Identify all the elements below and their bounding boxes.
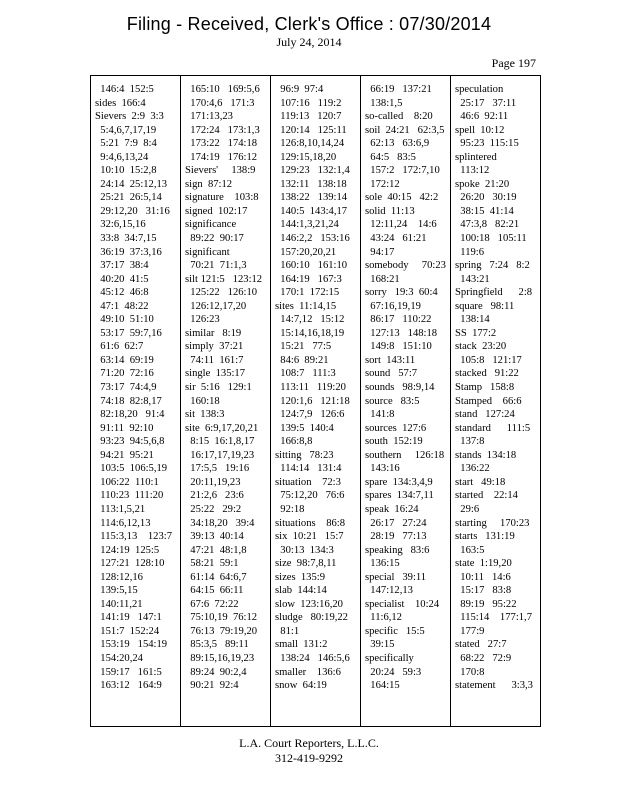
index-entry: sludge 80:19,22: [275, 612, 348, 624]
index-entry: sign 87:12: [185, 178, 233, 190]
index-entry: 8:15 16:1,8,17: [185, 436, 255, 448]
index-entry: 124:7,9 126:6: [275, 409, 345, 421]
index-entry: source 83:5: [365, 395, 420, 407]
index-entry: 170:8: [455, 666, 485, 678]
index-entry: 143:21: [455, 273, 490, 285]
index-entry: 74:18 82:8,17: [95, 395, 162, 407]
index-entry: 94:21 95:21: [95, 449, 154, 461]
index-entry: 26:17 27:24: [365, 517, 427, 529]
index-entry: 49:10 51:10: [95, 314, 154, 326]
index-entry: SS 177:2: [455, 327, 497, 339]
index-entry: 119:13 120:7: [275, 111, 342, 123]
index-entry: 163:12 164:9: [95, 680, 162, 692]
index-entry: 64:5 83:5: [365, 151, 416, 163]
index-entry: spring 7:24 8:2: [455, 260, 530, 272]
index-entry: 36:19 37:3,16: [95, 246, 162, 258]
index-entry: 81:1: [275, 625, 300, 637]
index-entry: stand 127:24: [455, 409, 515, 421]
index-entry: 85:3,5 89:11: [185, 639, 249, 651]
index-entry: site 6:9,17,20,21: [185, 422, 259, 434]
index-entry: 62:13 63:6,9: [365, 138, 430, 150]
index-entry: 58:21 59:1: [185, 558, 239, 570]
index-entry: 5:4,6,7,17,19: [95, 124, 157, 136]
index-entry: 34:18,20 39:4: [185, 517, 255, 529]
index-entry: 129:23 132:1,4: [275, 165, 350, 177]
index-entry: 125:22 126:10: [185, 287, 258, 299]
index-entry: 45:12 46:8: [95, 287, 149, 299]
index-entry: 105:8 121:17: [455, 354, 522, 366]
index-entry: 138:1,5: [365, 97, 403, 109]
index-entry: 119:6: [455, 246, 485, 258]
index-entry: 29:12,20 31:16: [95, 205, 170, 217]
index-entry: signed 102:17: [185, 205, 248, 217]
index-entry: speak 16:24: [365, 503, 419, 515]
index-entry: 126:8,10,14,24: [275, 138, 345, 150]
index-entry: 67:6 72:22: [185, 598, 239, 610]
index-entry: slab 144:14: [275, 585, 327, 597]
index-entry: sitting 78:23: [275, 449, 334, 461]
index-entry: starts 131:19: [455, 531, 515, 543]
index-entry: 114:14 131:4: [275, 463, 342, 475]
index-entry: stacked 91:22: [455, 368, 519, 380]
index-entry: southern 126:18: [365, 449, 445, 461]
index-entry: 110:23 111:20: [95, 490, 164, 502]
hearing-date: July 24, 2014: [276, 35, 342, 49]
index-entry: sort 143:11: [365, 354, 416, 366]
index-entry: 139:5 140:4: [275, 422, 334, 434]
index-entry: specialist 10:24: [365, 598, 440, 610]
index-entry: situation 72:3: [275, 476, 341, 488]
index-entry: situations 86:8: [275, 517, 346, 529]
index-entry: 120:14 125:11: [275, 124, 347, 136]
reporter-footer: [0, 736, 618, 766]
index-entry: 137:8: [455, 436, 485, 448]
index-entry: 95:23 115:15: [455, 138, 519, 150]
index-entry: Stamp 158:8: [455, 382, 515, 394]
index-entry: 173:22 174:18: [185, 138, 258, 150]
index-entry: 140:5 143:4,17: [275, 205, 348, 217]
index-entry: similar 8:19: [185, 327, 242, 339]
index-entry: 126:12,17,20: [185, 300, 247, 312]
index-entry: 20:11,19,23: [185, 476, 241, 488]
index-entry: 171:13,23: [185, 111, 233, 123]
index-entry: 136:15: [365, 558, 400, 570]
index-entry: stated 27:7: [455, 639, 507, 651]
index-entry: starting 170:23: [455, 517, 530, 529]
index-entry: 53:17 59:7,16: [95, 327, 162, 339]
index-entry: 139:5,15: [95, 585, 138, 597]
index-entry: speaking 83:6: [365, 544, 430, 556]
index-entry: six 10:21 15:7: [275, 531, 344, 543]
index-entry: 61:6 62:7: [95, 341, 144, 353]
reporter-phone: 312-419-9292: [275, 751, 343, 765]
index-entry: 68:22 72:9: [455, 652, 512, 664]
index-entry: spares 134:7,11: [365, 490, 434, 502]
index-entry: 174:19 176:12: [185, 151, 258, 163]
index-entry: 163:5: [455, 544, 485, 556]
index-entry: specific 15:5: [365, 625, 425, 637]
index-entry: 113:11 119:20: [275, 382, 346, 394]
index-entry: 160:10 161:10: [275, 260, 348, 272]
index-entry: significant: [185, 246, 230, 258]
index-entry: 106:22 110:1: [95, 476, 159, 488]
index-entry: 90:21 92:4: [185, 680, 239, 692]
index-entry: 14:7,12 15:12: [275, 314, 345, 326]
index-entry: 24:14 25:12,13: [95, 178, 168, 190]
index-entry: 73:17 74:4,9: [95, 382, 157, 394]
index-entry: silt 121:5 123:12: [185, 273, 263, 285]
page-number: Page 197: [491, 56, 536, 70]
index-entry: slow 123:16,20: [275, 598, 343, 610]
index-entry: sorry 19:3 60:4: [365, 287, 438, 299]
index-entry: 114:6,12,13: [95, 517, 151, 529]
index-entry: 86:17 110:22: [365, 314, 432, 326]
index-entry: 146:2,2 153:16: [275, 233, 350, 245]
index-entry: 115:14 177:1,7: [455, 612, 533, 624]
index-entry: simply 37:21: [185, 341, 244, 353]
index-entry: 43:24 61:21: [365, 233, 427, 245]
index-entry: 5:21 7:9 8:4: [95, 138, 157, 150]
index-entry: size 98:7,8,11: [275, 558, 337, 570]
index-entry: 75:12,20 76:6: [275, 490, 345, 502]
index-entry: 149:8 151:10: [365, 341, 432, 353]
index-entry: 28:19 77:13: [365, 531, 427, 543]
index-entry: sides 166:4: [95, 97, 146, 109]
index-entry: 170:1 172:15: [275, 287, 340, 299]
index-entry: 25:22 29:2: [185, 503, 242, 515]
index-entry: state 1:19,20: [455, 558, 512, 570]
index-entry: 70:21 71:1,3: [185, 260, 247, 272]
index-entry: 29:6: [455, 503, 480, 515]
index-entry: 15:21 77:5: [275, 341, 332, 353]
index-entry: somebody 70:23: [365, 260, 446, 272]
index-table: [90, 75, 541, 727]
index-entry: 25:21 26:5,14: [95, 192, 162, 204]
index-entry: 127:21 128:10: [95, 558, 165, 570]
index-entry: 37:17 38:4: [95, 260, 149, 272]
index-entry: Sievers' 138:9: [185, 165, 256, 177]
index-entry: 154:20,24: [95, 652, 143, 664]
index-entry: signature 103:8: [185, 192, 259, 204]
index-entry: 12:11,24 14:6: [365, 219, 437, 231]
index-entry: 164:15: [365, 680, 400, 692]
index-entry: 146:4 152:5: [95, 84, 154, 95]
index-entry: stands 134:18: [455, 449, 517, 461]
index-entry: 89:22 90:17: [185, 233, 244, 245]
filing-header: [0, 14, 618, 50]
index-entry: 103:5 106:5,19: [95, 463, 168, 475]
index-entry: 10:11 14:6: [455, 571, 511, 583]
index-entry: 141:19 147:1: [95, 612, 162, 624]
index-entry: 164:19 167:3: [275, 273, 342, 285]
reporter-name: L.A. Court Reporters, L.L.C.: [239, 736, 379, 750]
index-entry: sounds 98:9,14: [365, 382, 435, 394]
index-entry: 157:2 172:7,10: [365, 165, 440, 177]
index-entry: 151:7 152:24: [95, 625, 160, 637]
index-entry: 172:12: [365, 178, 400, 190]
index-entry: standard 111:5: [455, 422, 531, 434]
index-entry: Sievers 2:9 3:3: [95, 111, 164, 123]
index-entry: 128:12,16: [95, 571, 143, 583]
index-entry: 64:15 66:11: [185, 585, 244, 597]
index-column-2: [181, 76, 271, 726]
index-entry: 11:6,12: [365, 612, 402, 624]
index-entry: 25:17 37:11: [455, 97, 517, 109]
index-entry: 138:24 146:5,6: [275, 652, 350, 664]
index-entry: 10:10 15:2,8: [95, 165, 157, 177]
index-entry: sit 138:3: [185, 409, 225, 421]
index-entry: started 22:14: [455, 490, 518, 502]
index-entry: 16:17,17,19,23: [185, 449, 255, 461]
index-entry: sir 5:16 129:1: [185, 382, 252, 394]
index-entry: 63:14 69:19: [95, 354, 154, 366]
index-entry: soil 24:21 62:3,5: [365, 124, 445, 136]
index-entry: 166:8,8: [275, 436, 313, 448]
index-entry: splintered: [455, 151, 497, 163]
index-entry: 92:18: [275, 503, 305, 515]
index-entry: 153:19 154:19: [95, 639, 168, 651]
index-entry: 38:15 41:14: [455, 205, 514, 217]
index-entry: sound 57:7: [365, 368, 418, 380]
index-entry: 89:15,16,19,23: [185, 652, 255, 664]
index-entry: 15:17 83:8: [455, 585, 512, 597]
index-entry: stack 23:20: [455, 341, 507, 353]
index-entry: 120:1,6 121:18: [275, 395, 350, 407]
index-entry: 15:14,16,18,19: [275, 327, 345, 339]
index-entry: 66:19 137:21: [365, 84, 432, 95]
index-entry: so-called 8:20: [365, 111, 433, 123]
index-entry: 74:11 161:7: [185, 354, 244, 366]
index-entry: 170:4,6 171:3: [185, 97, 255, 109]
index-entry: spare 134:3,4,9: [365, 476, 433, 488]
index-entry: 113:1,5,21: [95, 503, 146, 515]
index-entry: 89:24 90:2,4: [185, 666, 247, 678]
index-entry: south 152:19: [365, 436, 423, 448]
index-entry: 93:23 94:5,6,8: [95, 436, 165, 448]
index-entry: 107:16 119:2: [275, 97, 342, 109]
index-entry: Stamped 66:6: [455, 395, 522, 407]
index-entry: 9:4,6,13,24: [95, 151, 149, 163]
index-entry: 108:7 111:3: [275, 368, 336, 380]
index-entry: start 49:18: [455, 476, 506, 488]
index-entry: 39:15: [365, 639, 395, 651]
index-entry: 94:17: [365, 246, 395, 258]
index-entry: solid 11:13: [365, 205, 415, 217]
index-entry: 143:16: [365, 463, 400, 475]
index-entry: 159:17 161:5: [95, 666, 162, 678]
index-column-1: [91, 76, 181, 726]
index-entry: 32:6,15,16: [95, 219, 146, 231]
index-entry: 40:20 41:5: [95, 273, 149, 285]
index-entry: square 98:11: [455, 300, 515, 312]
index-entry: 96:9 97:4: [275, 84, 324, 95]
index-entry: specifically: [365, 652, 414, 664]
index-entry: significance: [185, 219, 237, 231]
index-entry: 160:18: [185, 395, 220, 407]
index-entry: 39:13 40:14: [185, 531, 244, 543]
index-entry: 82:18,20 91:4: [95, 409, 165, 421]
index-entry: 113:12: [455, 165, 490, 177]
index-entry: 127:13 148:18: [365, 327, 438, 339]
index-entry: sizes 135:9: [275, 571, 326, 583]
index-entry: spell 10:12: [455, 124, 505, 136]
index-entry: 138:22 139:14: [275, 192, 348, 204]
index-entry: 132:11 138:18: [275, 178, 347, 190]
index-entry: 115:3,13 123:7: [95, 531, 173, 543]
index-entry: 20:24 59:3: [365, 666, 422, 678]
index-entry: special 39:11: [365, 571, 427, 583]
index-entry: 75:10,19 76:12: [185, 612, 258, 624]
index-entry: 89:19 95:22: [455, 598, 517, 610]
index-entry: 84:6 89:21: [275, 354, 329, 366]
index-column-4: [361, 76, 451, 726]
index-entry: smaller 136:6: [275, 666, 341, 678]
index-entry: 168:21: [365, 273, 400, 285]
index-entry: 71:20 72:16: [95, 368, 154, 380]
index-entry: 177:9: [455, 625, 485, 637]
index-entry: 17:5,5 19:16: [185, 463, 250, 475]
index-entry: small 131:2: [275, 639, 328, 651]
index-entry: 26:20 30:19: [455, 192, 517, 204]
index-entry: speculation: [455, 84, 504, 95]
index-entry: 141:8: [365, 409, 395, 421]
index-entry: spoke 21:20: [455, 178, 510, 190]
index-entry: sole 40:15 42:2: [365, 192, 439, 204]
index-entry: 136:22: [455, 463, 490, 475]
filing-stamp: Filing - Received, Clerk's Office : 07/30/2014: [126, 14, 492, 34]
index-entry: sources 127:6: [365, 422, 427, 434]
index-entry: snow 64:19: [275, 680, 327, 692]
index-column-5: [451, 76, 540, 726]
index-entry: 91:11 92:10: [95, 422, 154, 434]
index-entry: Springfield 2:8: [455, 287, 533, 299]
index-entry: 126:23: [185, 314, 220, 326]
index-entry: 47:3,8 82:21: [455, 219, 520, 231]
index-entry: 172:24 173:1,3: [185, 124, 260, 136]
index-entry: single 135:17: [185, 368, 246, 380]
index-entry: 76:13 79:19,20: [185, 625, 258, 637]
index-entry: 157:20,20,21: [275, 246, 337, 258]
index-entry: 47:1 48:22: [95, 300, 149, 312]
index-column-3: [271, 76, 361, 726]
index-entry: 67:16,19,19: [365, 300, 421, 312]
index-entry: 21:2,6 23:6: [185, 490, 244, 502]
index-entry: 30:13 134:3: [275, 544, 334, 556]
index-entry: 46:6 92:11: [455, 111, 509, 123]
index-entry: 147:12,13: [365, 585, 413, 597]
index-entry: 140:11,21: [95, 598, 143, 610]
index-entry: statement 3:3,3: [455, 680, 533, 692]
index-entry: sites 11:14,15: [275, 300, 337, 312]
index-entry: 124:19 125:5: [95, 544, 160, 556]
index-entry: 129:15,18,20: [275, 151, 337, 163]
index-entry: 33:8 34:7,15: [95, 233, 157, 245]
index-entry: 144:1,3,21,24: [275, 219, 339, 231]
index-entry: 165:10 169:5,6: [185, 84, 260, 95]
index-entry: 100:18 105:11: [455, 233, 527, 245]
index-entry: 47:21 48:1,8: [185, 544, 247, 556]
index-entry: 138:14: [455, 314, 490, 326]
index-entry: 61:14 64:6,7: [185, 571, 247, 583]
